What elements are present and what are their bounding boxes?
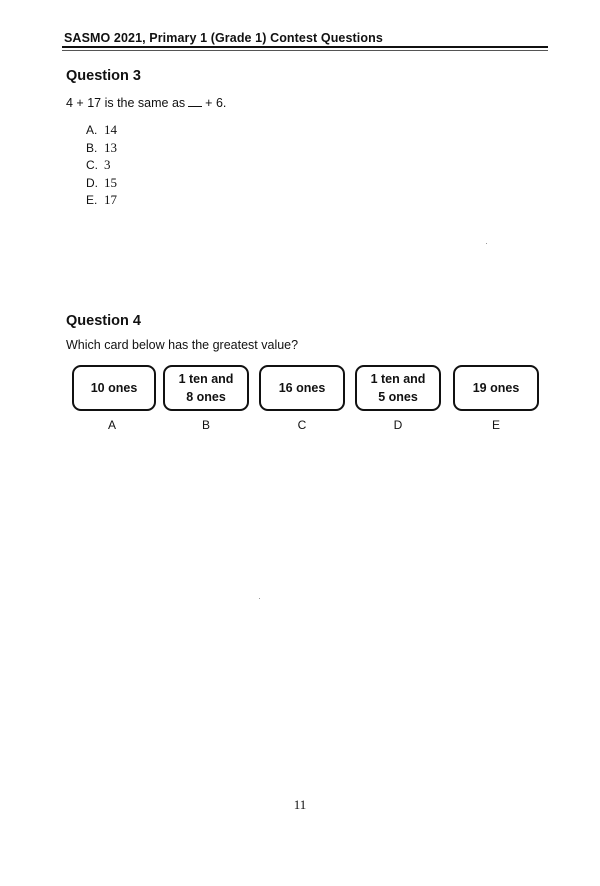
scan-speck	[486, 243, 487, 244]
option-value: 14	[104, 122, 117, 137]
scan-speck	[259, 598, 260, 599]
card-label-d: D	[393, 418, 403, 432]
card-label-c: C	[297, 418, 307, 432]
question-3-options	[86, 121, 117, 209]
question-3-title: Question 3	[66, 68, 141, 84]
card-line-1: 1 ten and	[370, 372, 426, 386]
page-number: 11	[293, 797, 307, 812]
card-line-1: 1 ten and	[178, 372, 234, 386]
card-e	[453, 365, 539, 411]
option-value: 15	[104, 174, 117, 190]
page-header-title: SASMO 2021, Primary 1 (Grade 1) Contest Questions	[64, 31, 383, 45]
question-3-text	[66, 96, 226, 110]
card-label-e: E	[491, 418, 500, 432]
question-4-title: Question 4	[66, 313, 141, 329]
card-line-1: 19 ones	[472, 381, 520, 395]
card-line-2: 5 ones	[378, 390, 418, 404]
option-d	[86, 174, 117, 192]
option-letter: E.	[86, 193, 98, 207]
question-4-text: Which card below has the greatest value?	[66, 338, 299, 352]
option-letter: A.	[86, 123, 98, 137]
card-c	[259, 365, 345, 411]
header-rule-thin	[62, 50, 548, 51]
option-letter: D.	[86, 175, 98, 190]
question-3-text-before: 4 + 17 is the same as	[66, 96, 186, 110]
question-3-text-after: + 6.	[205, 96, 227, 110]
card-line-2: 8 ones	[186, 390, 226, 404]
answer-blank	[188, 97, 202, 107]
card-line-1: 10 ones	[90, 381, 138, 395]
option-c	[86, 156, 117, 174]
option-e	[86, 191, 117, 209]
option-b	[86, 139, 117, 157]
option-a	[86, 121, 117, 139]
card-a	[72, 365, 156, 411]
option-letter: C.	[86, 158, 98, 172]
option-value: 13	[104, 139, 117, 155]
option-value: 3	[104, 157, 111, 172]
card-b	[163, 365, 249, 411]
card-label-b: B	[201, 418, 210, 432]
card-label-a: A	[107, 418, 116, 432]
card-d	[355, 365, 441, 411]
header-rule	[62, 46, 548, 48]
option-letter: B.	[86, 140, 98, 155]
option-value: 17	[104, 192, 117, 207]
card-line-1: 16 ones	[278, 381, 326, 395]
